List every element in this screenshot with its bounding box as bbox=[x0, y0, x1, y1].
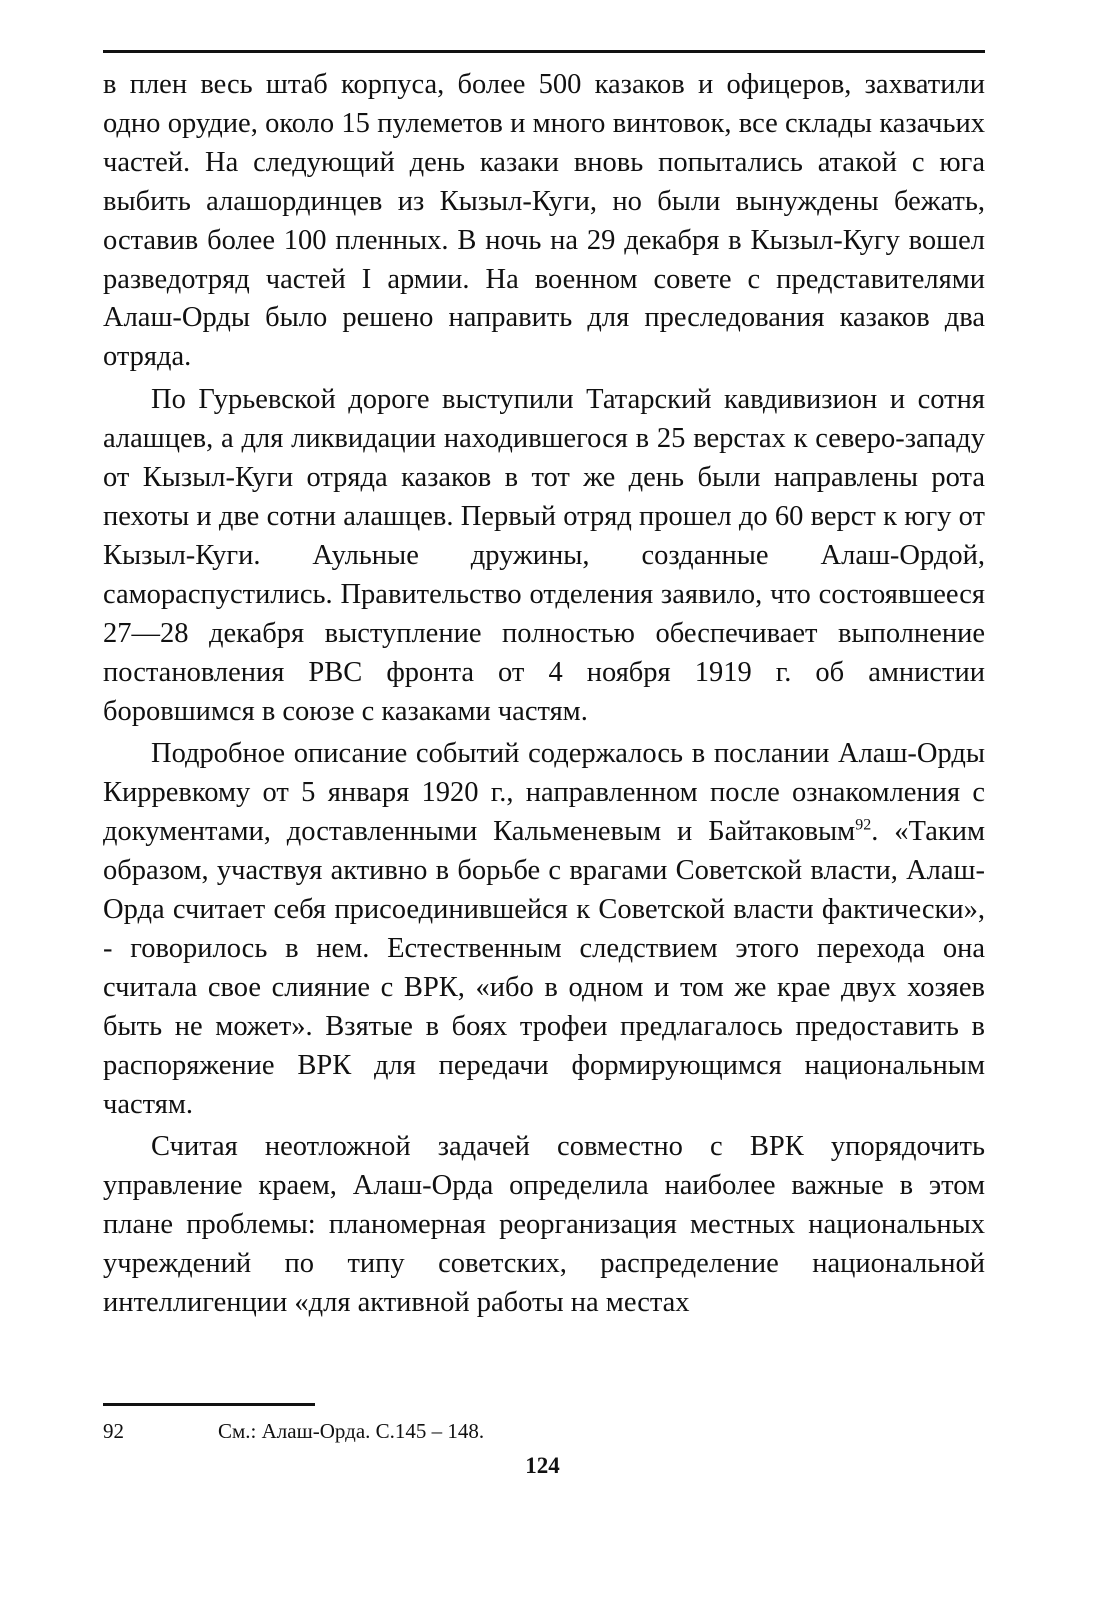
page-number: 124 bbox=[525, 1453, 560, 1478]
footnote-reference[interactable]: 92 bbox=[855, 816, 872, 834]
paragraph-3-part-1: Подробное описание событий содержалось в послании Алаш-Орды Кирревкому от 5 января 1920 г., направленном после ознакомления с документами, доставленными Кальменевым и Байтаковым bbox=[103, 738, 985, 848]
paragraph-3 bbox=[103, 735, 985, 1124]
paragraph-1: в плен весь штаб корпуса, более 500 казаков и офицеров, захватили одно орудие, около 15 пулеметов и много винтовок, все склады казачьих частей. На следующий день казаки вновь попытались атакой с юга выбить алашординцев из Кызыл-Куги, но были вынуждены бежать, оставив более 100 пленных. В ночь на 29 декабря в Кызыл-Кугу вошел разведотряд частей I армии. На военном совете с представителями Алаш-Орды было решено направить для преследования казаков два отряда. bbox=[103, 69, 985, 373]
main-text bbox=[103, 66, 985, 1323]
footnote-rule bbox=[103, 1403, 315, 1406]
paragraph-4: Считая неотложной задачей совместно с ВРК упорядочить управление краем, Алаш-Орда определила наиболее важные в этом плане проблемы: планомерная реорганизация местных национальных учреждений по типу советских, распределение национальной интеллигенции «для активной работы на местах bbox=[103, 1131, 985, 1319]
paragraph-3-part-2: . «Таким образом, участвуя активно в борьбе с врагами Советской власти, Алаш-Орда считает себя присоединившейся к Советской власти фактически», - говорилось в нем. Естественным следствием этого перехода она считала свое слияние с ВРК, «ибо в одном и том же крае двух хозяев быть не может». Взятые в боях трофеи предлагалось предоставить в распоряжение ВРК для передачи формирующимся национальным частям. bbox=[103, 816, 985, 1120]
footnote-text: См.: Алаш-Орда. С.145 – 148. bbox=[218, 1419, 485, 1443]
header-rule bbox=[103, 50, 985, 53]
footnote bbox=[103, 1418, 985, 1444]
footnote-number: 92 bbox=[103, 1419, 124, 1443]
paragraph-2: По Гурьевской дороге выступили Татарский кавдивизион и сотня алашцев, а для ликвидации находившегося в 25 верстах к северо-западу от Кызыл-Куги отряда казаков в тот же день были направлены рота пехоты и две сотни алашцев. Первый отряд прошел до 60 верст к югу от Кызыл-Куги. Аульные дружины, созданные Алаш-Ордой, самораспустились. Правительство отделения заявило, что состоявшееся 27—28 декабря выступление полностью обеспечивает выполнение постановления РВС фронта от 4 ноября 1919 г. об амнистии боровшимся в союзе с казаками частям. bbox=[103, 384, 985, 727]
